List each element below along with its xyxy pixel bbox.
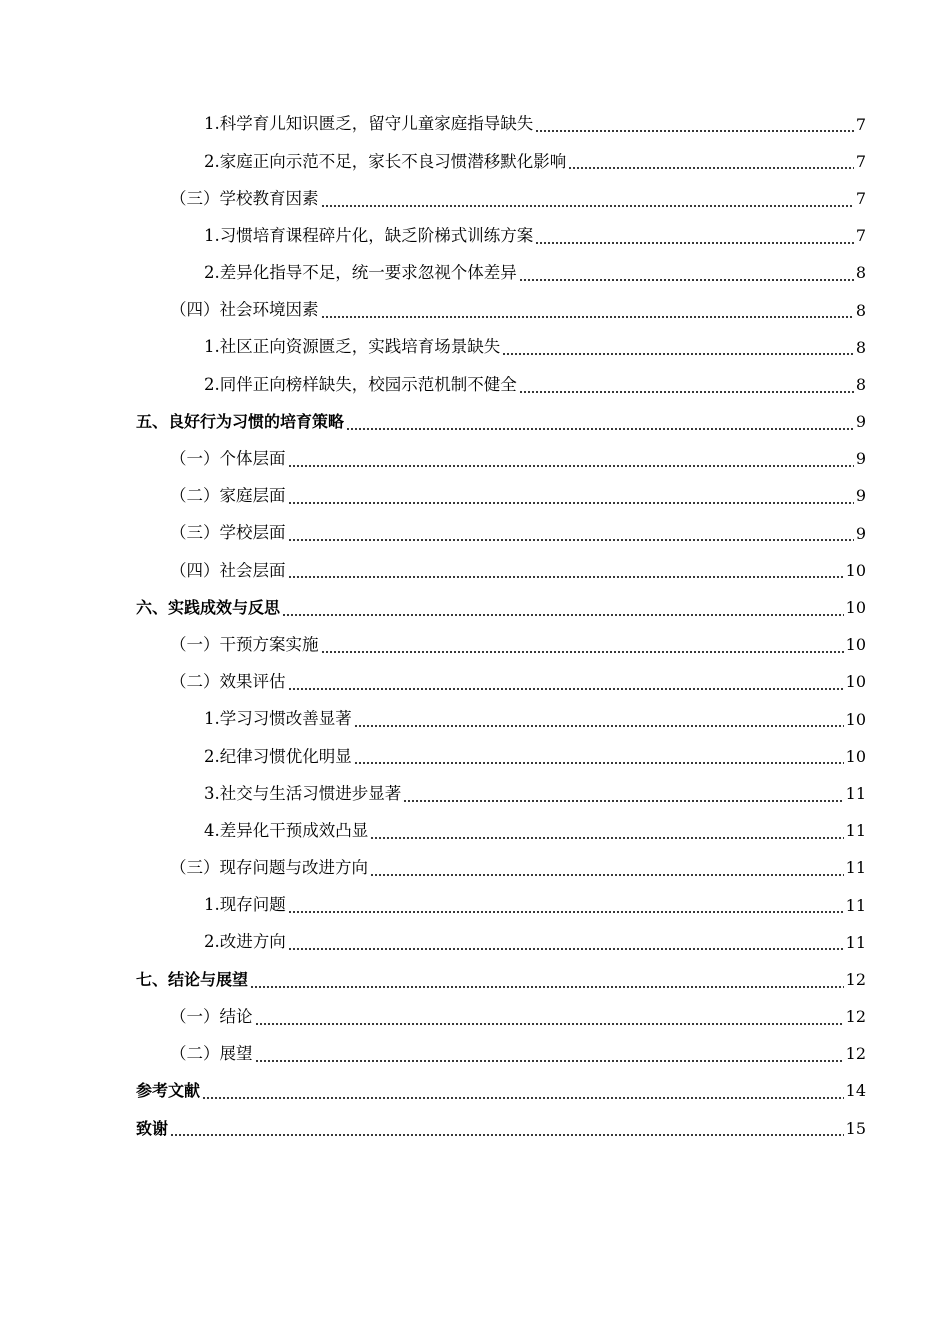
toc-entry-page-number: 15 (845, 1118, 866, 1138)
toc-entry-title: 3.社交与生活习惯进步显著 (204, 783, 402, 803)
dot-leader (170, 1134, 844, 1136)
toc-entry-page-number: 12 (845, 1044, 866, 1064)
dot-leader (321, 316, 854, 318)
toc-entry-title: 1.习惯培育课程碎片化，缺乏阶梯式训练方案 (204, 225, 534, 245)
toc-entry-title: 2.同伴正向榜样缺失，校园示范机制不健全 (204, 374, 517, 394)
toc-entry-title: 1.学习习惯改善显著 (204, 709, 352, 729)
toc-entry[interactable] (0, 1073, 950, 1110)
dot-leader (354, 762, 844, 764)
toc-entry-page-number: 9 (855, 523, 866, 543)
toc-entry-title: （一）干预方案实施 (170, 634, 319, 654)
toc-entry-page-number: 8 (855, 374, 866, 394)
toc-entry-page-number: 10 (845, 635, 866, 655)
toc-entry[interactable] (0, 552, 950, 589)
toc-entry[interactable] (0, 701, 950, 738)
dot-leader (282, 614, 844, 616)
toc-entry[interactable] (0, 106, 950, 143)
toc-entry-page-number: 11 (845, 932, 866, 952)
toc-entry-title: （二）展望 (170, 1044, 253, 1064)
dot-leader (370, 837, 843, 839)
toc-entry-title: 1.社区正向资源匮乏，实践培育场景缺失 (204, 337, 501, 357)
toc-entry-title: 六、实践成效与反思 (136, 598, 281, 618)
dot-leader (346, 428, 854, 430)
table-of-contents (0, 106, 950, 1147)
dot-leader (288, 539, 854, 541)
toc-entry-title: （一）结论 (170, 1006, 253, 1026)
toc-entry-title: 4.差异化干预成效凸显 (204, 820, 369, 840)
toc-entry[interactable] (0, 441, 950, 478)
toc-entry[interactable] (0, 515, 950, 552)
toc-entry[interactable] (0, 887, 950, 924)
dot-leader (250, 986, 844, 988)
toc-entry-title: 2.改进方向 (204, 932, 286, 952)
dot-leader (321, 205, 854, 207)
toc-entry-page-number: 9 (855, 412, 866, 432)
toc-entry-page-number: 14 (845, 1081, 866, 1101)
toc-entry-title: （三）学校层面 (170, 523, 286, 543)
toc-entry-page-number: 11 (845, 821, 866, 841)
toc-entry-page-number: 11 (845, 858, 866, 878)
toc-entry[interactable] (0, 329, 950, 366)
toc-entry[interactable] (0, 850, 950, 887)
dot-leader (321, 651, 844, 653)
toc-entry-title: （二）效果评估 (170, 672, 286, 692)
dot-leader (288, 688, 844, 690)
toc-entry[interactable] (0, 478, 950, 515)
toc-entry-title: （四）社会层面 (170, 560, 286, 580)
dot-leader (354, 725, 844, 727)
toc-entry[interactable] (0, 738, 950, 775)
toc-entry-title: 2.家庭正向示范不足，家长不良习惯潜移默化影响 (204, 151, 567, 171)
toc-entry[interactable] (0, 664, 950, 701)
dot-leader (288, 948, 844, 950)
toc-entry[interactable] (0, 961, 950, 998)
toc-entry[interactable] (0, 404, 950, 441)
toc-entry-title: 五、良好行为习惯的培育策略 (136, 412, 345, 432)
toc-entry-title: 2.纪律习惯优化明显 (204, 746, 352, 766)
toc-entry[interactable] (0, 775, 950, 812)
toc-entry[interactable] (0, 627, 950, 664)
toc-entry-page-number: 8 (855, 300, 866, 320)
toc-entry-title: （三）现存问题与改进方向 (170, 858, 368, 878)
toc-entry-title: 1.现存问题 (204, 895, 286, 915)
toc-entry-page-number: 7 (855, 188, 866, 208)
toc-entry-page-number: 11 (845, 895, 866, 915)
toc-entry-page-number: 7 (855, 226, 866, 246)
toc-entry-page-number: 12 (845, 969, 866, 989)
toc-entry[interactable] (0, 180, 950, 217)
toc-entry[interactable] (0, 255, 950, 292)
toc-entry-page-number: 8 (855, 263, 866, 283)
toc-entry-page-number: 12 (845, 1007, 866, 1027)
toc-entry[interactable] (0, 1036, 950, 1073)
toc-entry[interactable] (0, 292, 950, 329)
toc-entry[interactable] (0, 813, 950, 850)
dot-leader (255, 1023, 844, 1025)
dot-leader (502, 353, 854, 355)
toc-entry-page-number: 10 (845, 598, 866, 618)
dot-leader (519, 279, 854, 281)
toc-entry-page-number: 7 (855, 114, 866, 134)
toc-entry[interactable] (0, 366, 950, 403)
toc-entry-page-number: 10 (845, 746, 866, 766)
toc-entry-page-number: 8 (855, 337, 866, 357)
toc-entry[interactable] (0, 589, 950, 626)
toc-entry[interactable] (0, 143, 950, 180)
dot-leader (519, 391, 854, 393)
toc-entry-title: （四）社会环境因素 (170, 300, 319, 320)
toc-entry-page-number: 9 (855, 449, 866, 469)
dot-leader (535, 242, 854, 244)
dot-leader (202, 1097, 844, 1099)
dot-leader (288, 911, 844, 913)
toc-entry-page-number: 10 (845, 560, 866, 580)
dot-leader (288, 502, 854, 504)
dot-leader (535, 130, 854, 132)
toc-entry[interactable] (0, 999, 950, 1036)
toc-entry-title: （一）个体层面 (170, 449, 286, 469)
toc-entry[interactable] (0, 924, 950, 961)
toc-entry-title: 七、结论与展望 (136, 969, 249, 989)
dot-leader (288, 465, 854, 467)
dot-leader (403, 800, 843, 802)
toc-entry-title: 2.差异化指导不足，统一要求忽视个体差异 (204, 263, 517, 283)
toc-entry-title: （三）学校教育因素 (170, 188, 319, 208)
toc-entry-page-number: 7 (855, 151, 866, 171)
toc-entry[interactable] (0, 218, 950, 255)
toc-entry-page-number: 9 (855, 486, 866, 506)
dot-leader (288, 576, 844, 578)
toc-entry[interactable] (0, 1110, 950, 1147)
toc-entry-page-number: 11 (845, 783, 866, 803)
toc-entry-page-number: 10 (845, 672, 866, 692)
toc-entry-title: 1.科学育儿知识匮乏，留守儿童家庭指导缺失 (204, 114, 534, 134)
dot-leader (568, 167, 854, 169)
toc-entry-title: 参考文献 (136, 1081, 201, 1101)
dot-leader (370, 874, 844, 876)
dot-leader (255, 1060, 844, 1062)
toc-entry-title: （二）家庭层面 (170, 486, 286, 506)
toc-entry-title: 致谢 (136, 1118, 169, 1138)
toc-entry-page-number: 10 (845, 709, 866, 729)
